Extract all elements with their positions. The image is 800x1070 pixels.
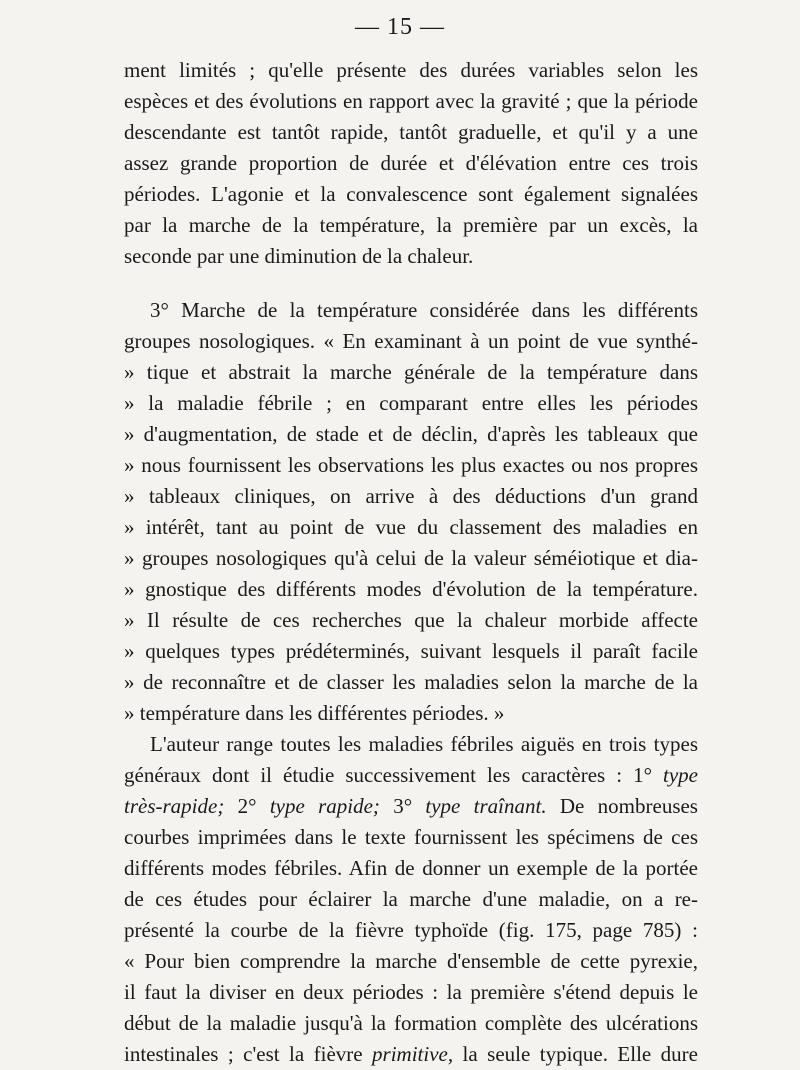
text-line: » tableaux cliniques, on arrive à des déductions d'un grand <box>124 484 698 508</box>
text-line: début de la maladie jusqu'à la formation complète des ulcérations <box>124 1011 698 1035</box>
text-line: » intérêt, tant au point de vue du classement des maladies en <box>124 515 698 539</box>
text-line: L'auteur range toutes les maladies fébriles aiguës en trois types <box>150 732 698 756</box>
text-line: » nous fournissent les observations les plus exactes ou nos propres <box>124 453 698 477</box>
text-line: » la maladie fébrile ; en comparant entre elles les périodes <box>124 391 698 415</box>
text-line: espèces et des évolutions en rapport avec la gravité ; que la période <box>124 89 698 113</box>
text-line: » Il résulte de ces recherches que la chaleur morbide affecte <box>124 608 698 632</box>
text-line: groupes nosologiques. « En examinant à un point de vue synthé- <box>124 329 698 353</box>
text-line: intestinales ; c'est la fièvre primitive, la seule typique. Elle dure <box>124 1042 698 1066</box>
text-line: différents modes fébriles. Afin de donner un exemple de la portée <box>124 856 698 880</box>
text-line: 3° Marche de la température considérée dans les différents <box>150 298 698 322</box>
text-line: » d'augmentation, de stade et de déclin, d'après les tableaux que <box>124 422 698 446</box>
text-line: » température dans les différentes périodes. » <box>124 701 505 725</box>
body-text <box>124 55 698 1070</box>
text-line: courbes imprimées dans le texte fournissent les spécimens de ces <box>124 825 698 849</box>
text-line: descendante est tantôt rapide, tantôt graduelle, et qu'il y a une <box>124 120 698 144</box>
text-line: » tique et abstrait la marche générale de la température dans <box>124 360 698 384</box>
text-line: « Pour bien comprendre la marche d'ensemble de cette pyrexie, <box>124 949 698 973</box>
text-line: » de reconnaître et de classer les maladies selon la marche de la <box>124 670 698 694</box>
text-line: il faut la diviser en deux périodes : la première s'étend depuis le <box>124 980 698 1004</box>
text-line: généraux dont il étudie successivement les caractères : 1° type <box>124 763 698 787</box>
page-number: — 15 — <box>355 14 445 40</box>
text-line: présenté la courbe de la fièvre typhoïde (fig. 175, page 785) : <box>124 918 698 942</box>
text-line: assez grande proportion de durée et d'élévation entre ces trois <box>124 151 698 175</box>
text-line: par la marche de la température, la première par un excès, la <box>124 213 698 237</box>
text-line: » groupes nosologiques qu'à celui de la valeur séméiotique et dia- <box>124 546 698 570</box>
text-line: » quelques types prédéterminés, suivant lesquels il paraît facile <box>124 639 698 663</box>
text-line: » gnostique des différents modes d'évolution de la température. <box>124 577 698 601</box>
text-line: très-rapide; 2° type rapide; 3° type traînant. De nombreuses <box>124 794 698 818</box>
text-line: de ces études pour éclairer la marche d'une maladie, on a re- <box>124 887 698 911</box>
text-line: périodes. L'agonie et la convalescence sont également signalées <box>124 182 698 206</box>
text-line: seconde par une diminution de la chaleur. <box>124 244 474 268</box>
text-line: ment limités ; qu'elle présente des durées variables selon les <box>124 58 698 82</box>
paragraph-gap <box>124 272 698 295</box>
